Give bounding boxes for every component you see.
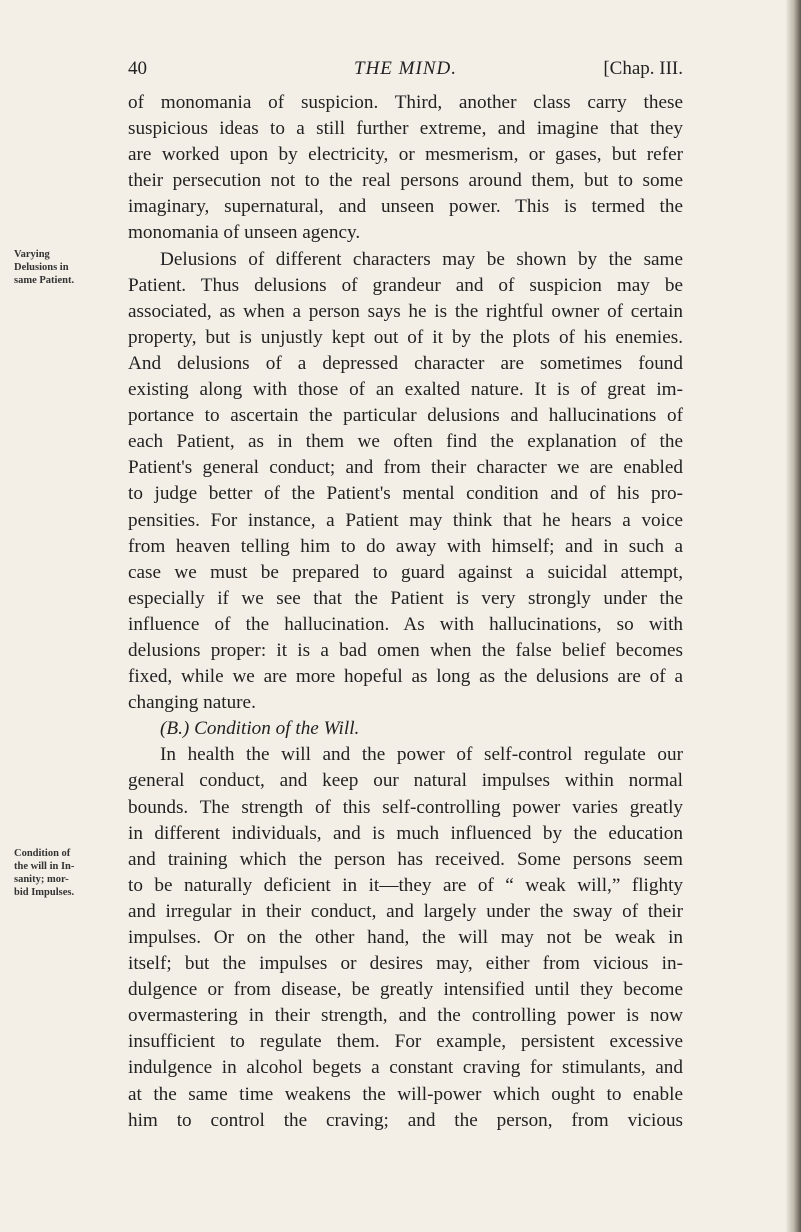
text-line: fixed, while we are more hopeful as long as the delusions are of a <box>128 666 683 688</box>
sidenote-line: Varying <box>14 249 50 260</box>
text-line: general conduct, and keep our natural impulses within normal <box>128 770 683 792</box>
text-line: each Patient, as in them we often find the explanation of the <box>128 431 683 453</box>
text-line: portance to ascertain the particular delusions and hallucinations of <box>128 405 683 427</box>
text-line: In health the will and the power of self-control regulate our <box>160 744 683 766</box>
text-line: bounds. The strength of this self-controlling power varies greatly <box>128 796 683 818</box>
text-line: to be naturally deficient in it—they are of “ weak will,” flighty <box>128 874 683 896</box>
sidenote-line: bid Impulses. <box>14 887 75 898</box>
sidenote-line: Condition of <box>14 848 71 859</box>
section-heading: (B.) Condition of the Will. <box>160 718 360 740</box>
text-line: and training which the person has received. Some persons seem <box>128 848 683 870</box>
text-line: Patient. Thus delusions of grandeur and of suspicion may be <box>128 274 683 296</box>
chapter-label: [Chap. III. <box>603 58 683 79</box>
sidenote-line: Delusions in <box>14 262 69 273</box>
body-text <box>128 90 683 1134</box>
text-line: Delusions of different characters may be shown by the same <box>160 248 683 270</box>
text-line: to judge better of the Patient's mental condition and of his pro- <box>128 483 683 505</box>
page-header <box>128 58 683 86</box>
text-line: case we must be prepared to guard against a suicidal attempt, <box>128 561 683 583</box>
sidenote-line: the will in In- <box>14 861 75 872</box>
sidenote-line: sanity; mor- <box>14 874 69 885</box>
text-line: suspicious ideas to a still further extreme, and imagine that they <box>128 118 683 140</box>
sidenote-line: same Patient. <box>14 275 75 286</box>
text-line: And delusions of a depressed character are sometimes found <box>128 352 683 374</box>
text-line: delusions proper: it is a bad omen when the false belief becomes <box>128 639 683 661</box>
text-line: at the same time weakens the will-power which ought to enable <box>128 1083 683 1105</box>
text-line: existing along with those of an exalted nature. It is of great im- <box>128 379 683 401</box>
text-line: insufficient to regulate them. For example, persistent excessive <box>128 1031 683 1053</box>
text-line: him to control the craving; and the person, from vicious <box>128 1109 683 1131</box>
text-line: property, but is unjustly kept out of it by the plots of his enemies. <box>128 326 683 348</box>
text-line: their persecution not to the real persons around them, but to some <box>128 170 683 192</box>
text-line: monomania of unseen agency. <box>128 222 361 244</box>
text-line: Patient's general conduct; and from their character we are enabled <box>128 457 683 479</box>
page-number: 40 <box>128 58 147 79</box>
text-line: associated, as when a person says he is the rightful owner of certain <box>128 300 683 322</box>
text-line: imaginary, supernatural, and unseen power. This is termed the <box>128 196 683 218</box>
sidenote-condition-of-will <box>14 847 124 899</box>
text-line: changing nature. <box>128 692 256 714</box>
text-line: indulgence in alcohol begets a constant craving for stimulants, and <box>128 1057 683 1079</box>
text-line: impulses. Or on the other hand, the will may not be weak in <box>128 927 683 948</box>
text-line: especially if we see that the Patient is very strongly under the <box>128 587 683 609</box>
text-line: and irregular in their conduct, and largely under the sway of their <box>128 900 683 922</box>
text-line: itself; but the impulses or desires may, either from vicious in- <box>128 953 683 975</box>
text-line: from heaven telling him to do away with himself; and in such a <box>128 535 683 557</box>
text-line: in different individuals, and is much influenced by the education <box>128 822 683 844</box>
text-line: dulgence or from disease, be greatly intensified until they become <box>128 979 683 1001</box>
text-line: are worked upon by electricity, or mesmerism, or gases, but refer <box>128 144 683 166</box>
page-edge-shadow <box>785 0 801 1232</box>
sidenote-varying-delusions <box>14 248 124 287</box>
text-line: pensities. For instance, a Patient may think that he hears a voice <box>128 509 683 531</box>
text-line: influence of the hallucination. As with hallucinations, so with <box>128 613 683 635</box>
running-title: THE MIND. <box>354 58 457 79</box>
text-line: overmastering in their strength, and the controlling power is now <box>128 1005 683 1027</box>
text-line: of monomania of suspicion. Third, another class carry these <box>128 92 683 113</box>
